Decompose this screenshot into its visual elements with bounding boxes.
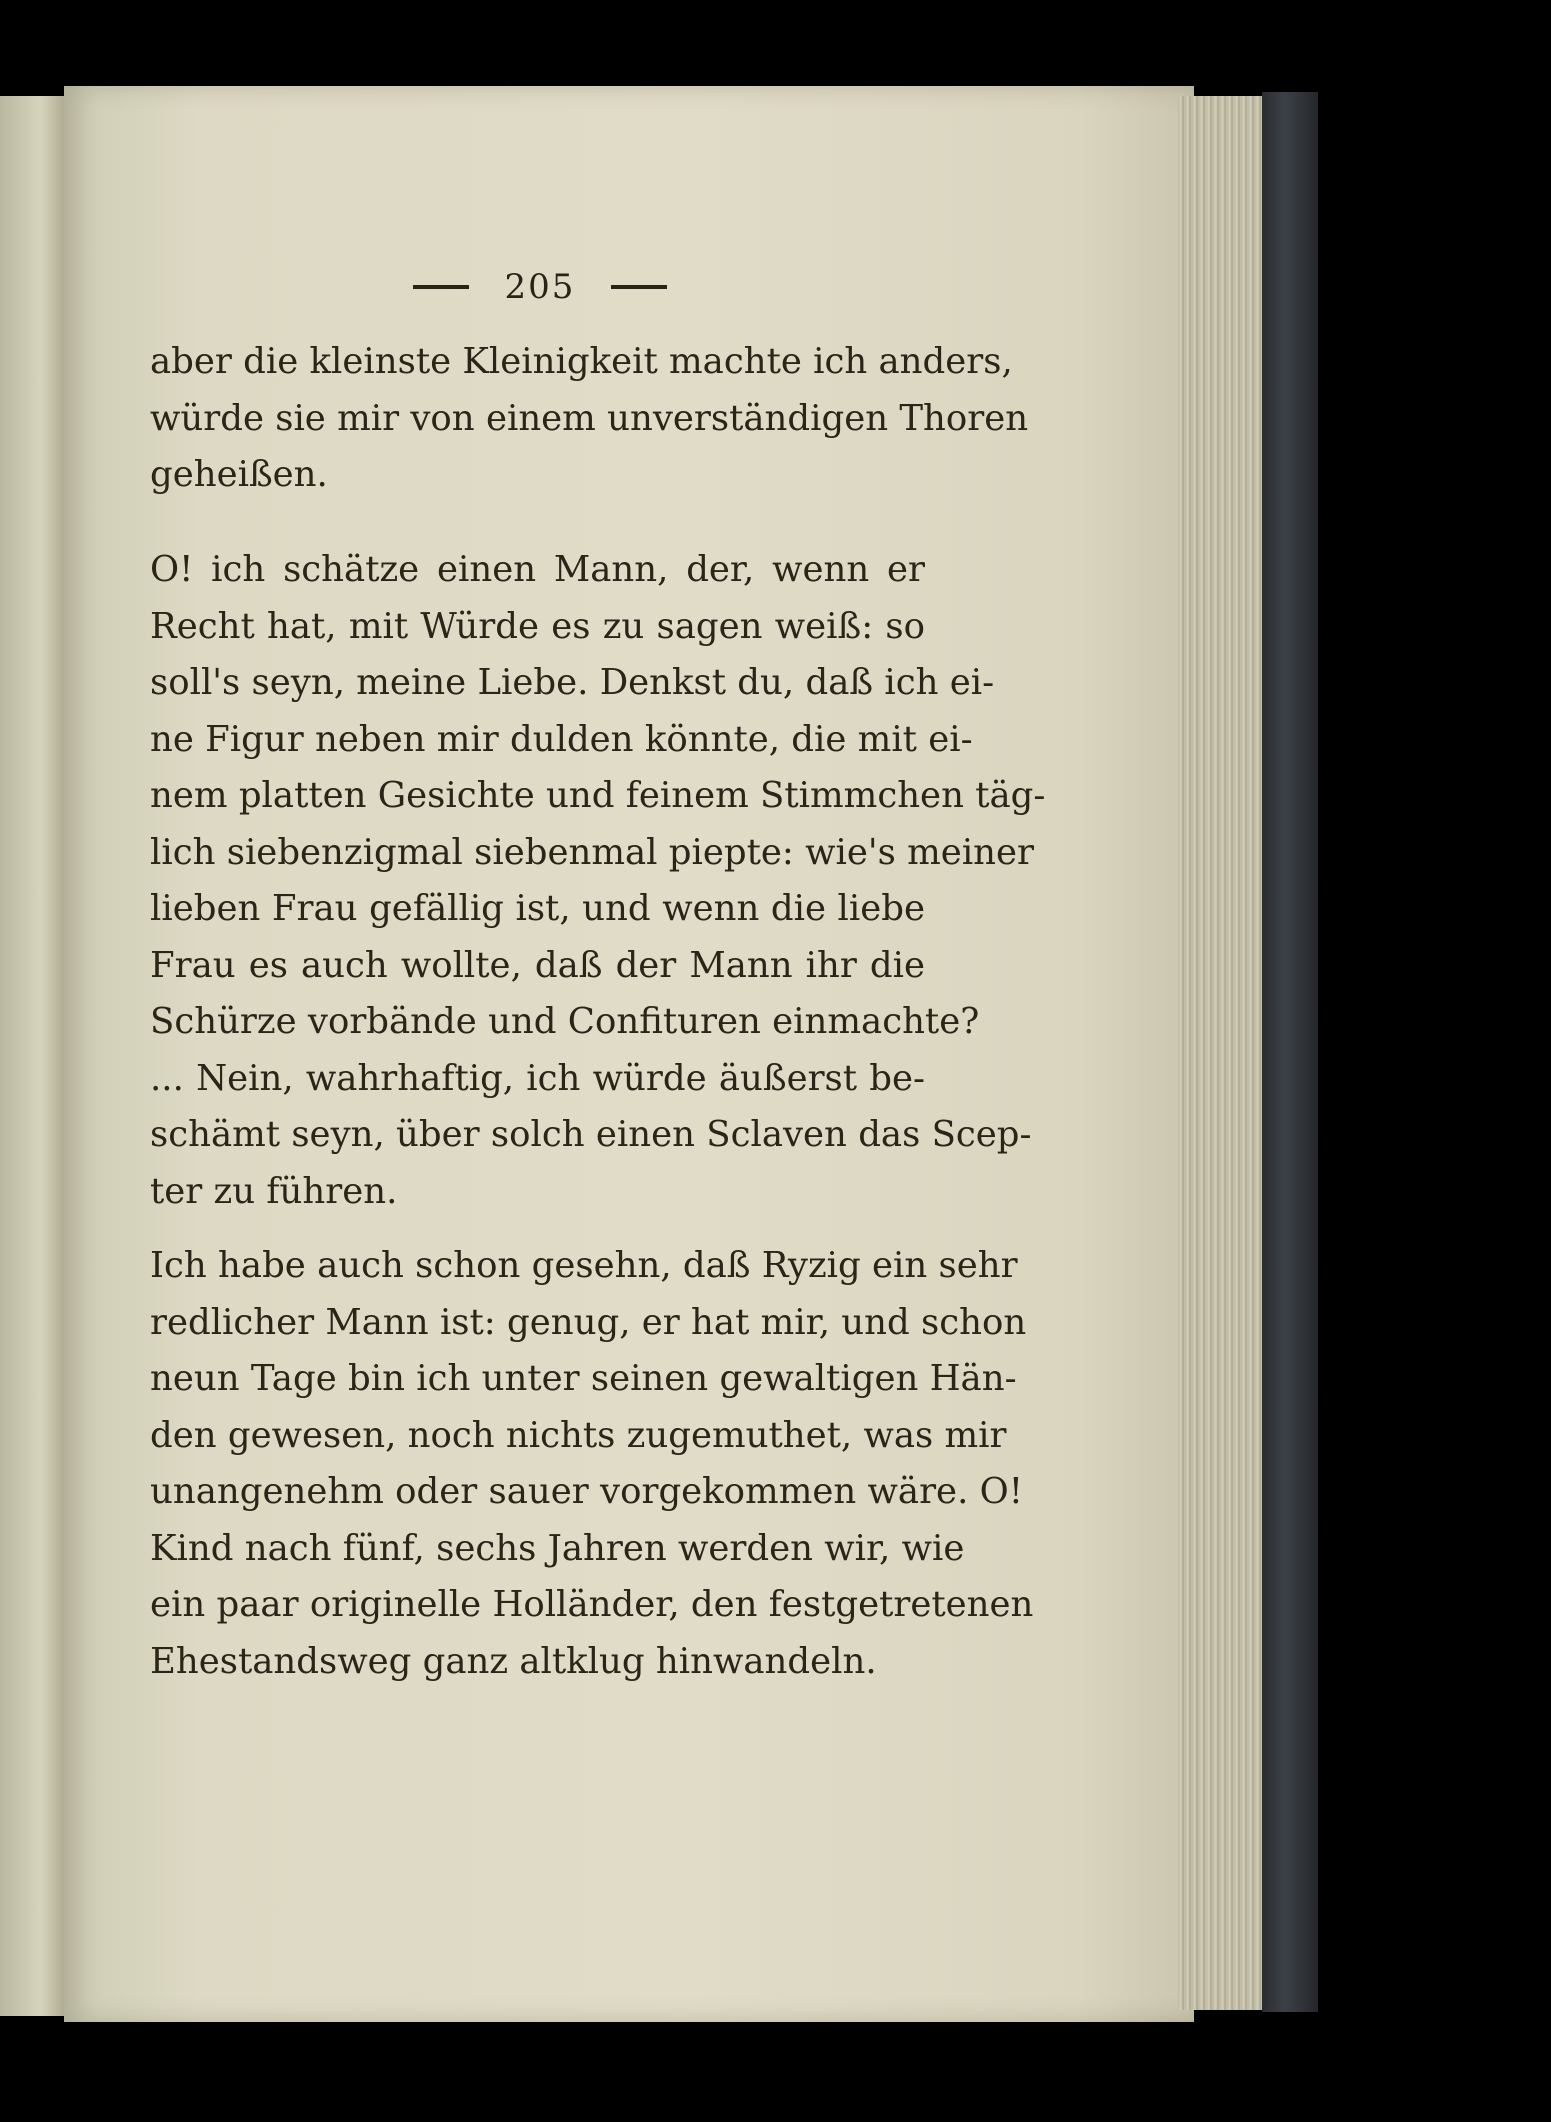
text-line: neun Tage bin ich unter seinen gewaltigen Hän- <box>150 1358 1017 1399</box>
text-line: Kind nach fünf, sechs Jahren werden wir, wie <box>150 1527 965 1569</box>
page-header <box>340 262 740 312</box>
text-line: Frau es auch wollte, daß der Mann ihr die <box>150 944 925 986</box>
text-line: schämt seyn, über solch einen Sclaven das Scep- <box>150 1114 1032 1155</box>
text-line: Ich habe auch schon gesehn, daß Ryzig ein sehr <box>150 1245 1018 1286</box>
text-line: soll's seyn, meine Liebe. Denkst du, daß ich ei- <box>150 662 995 703</box>
text-line: redlicher Mann ist: genug, er hat mir, und schon <box>150 1301 1027 1343</box>
text-line: würde sie mir von einem unverständigen Thoren <box>150 397 1029 439</box>
text-line: Ehestandsweg ganz altklug hinwandeln. <box>150 1640 877 1682</box>
text-line: ein paar originelle Holländer, den festgetretenen <box>150 1584 1034 1625</box>
text-line: aber die kleinste Kleinigkeit machte ich anders, <box>150 341 1013 382</box>
page-number: 205 <box>504 267 576 307</box>
text-line: den gewesen, noch nichts zugemuthet, was mir <box>150 1414 1007 1456</box>
book-cover <box>1262 92 1318 2012</box>
text-line: nem platten Gesichte und feinem Stimmchen täg- <box>150 775 1046 816</box>
text-line: ter zu führen. <box>150 1170 398 1212</box>
header-dash-left <box>413 285 469 289</box>
page-stack-edges <box>1178 96 1268 2010</box>
paragraph-1 <box>150 334 1029 504</box>
text-line: ... Nein, wahrhaftig, ich würde äußerst be- <box>150 1057 925 1099</box>
text-line: geheißen. <box>150 454 328 495</box>
facing-page-edge <box>0 96 68 2016</box>
text-line: O! ich schätze einen Mann, der, wenn er <box>150 549 925 590</box>
text-line: Recht hat, mit Würde es zu sagen weiß: so <box>150 605 925 647</box>
text-line: Schürze vorbände und Confituren einmachte? <box>150 1001 980 1042</box>
header-dash-right <box>611 285 667 289</box>
text-line: ne Figur neben mir dulden könnte, die mit ei- <box>150 718 973 760</box>
text-line: unangenehm oder sauer vorgekommen wäre. O! <box>150 1471 1024 1512</box>
paragraph-2 <box>150 542 1046 1220</box>
text-line: lieben Frau gefällig ist, und wenn die liebe <box>150 888 925 929</box>
text-line: lich siebenzigmal siebenmal piepte: wie's meiner <box>150 831 1035 873</box>
paragraph-3 <box>150 1238 1034 1690</box>
